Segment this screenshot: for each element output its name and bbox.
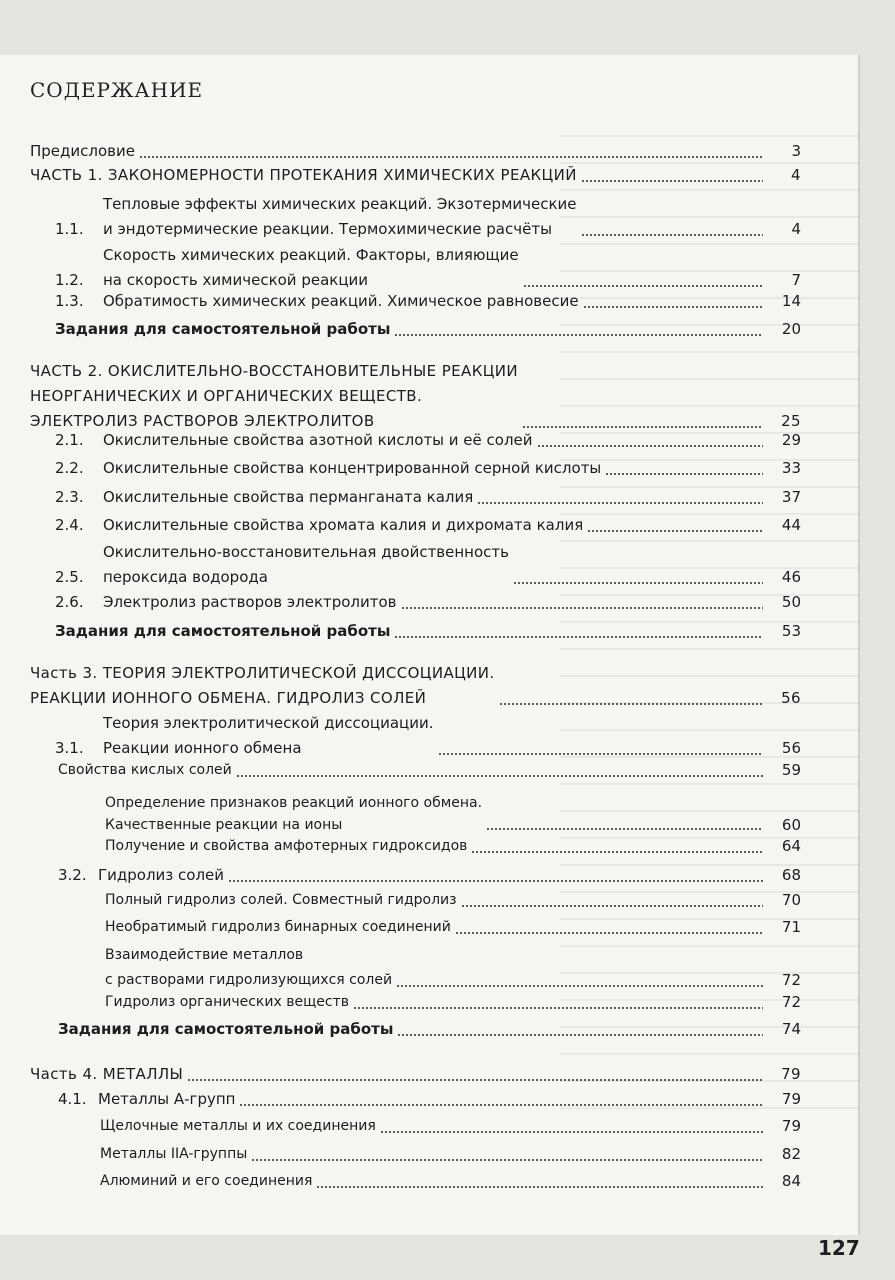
toc-entry-1-2[interactable]: 1.2. Скорость химических реакций. Факторы, влияющие на скорость химической реакции 7	[55, 243, 797, 293]
page-ref: 4	[791, 220, 801, 238]
toc-entry-preface[interactable]: Предисловие 3	[30, 139, 797, 164]
toc-entry-organic-hydrolysis[interactable]: Гидролиз органических веществ 72	[105, 990, 797, 1015]
toc-entry-exercises-2[interactable]: Задания для самостоятельной работы 53	[55, 619, 797, 644]
toc-entry-part-2[interactable]: ЧАСТЬ 2. ОКИСЛИТЕЛЬНО-ВОССТАНОВИТЕЛЬНЫЕ РЕАКЦИИ НЕОРГАНИЧЕСКИХ И ОРГАНИЧЕСКИХ ВЕЩЕСТВ. ЭЛЕКТРОЛИЗ РАСТВОРОВ ЭЛЕКТРОЛИТОВ 25	[30, 359, 797, 434]
toc-entry-ion-exchange-signs[interactable]: Определение признаков реакций ионного обмена. Качественные реакции на ионы 60	[105, 795, 801, 834]
page-ref: 44	[781, 516, 801, 534]
toc-entry-2-4[interactable]: 2.4. Окислительные свойства хромата калия и дихромата калия 44	[55, 513, 797, 538]
section-number: 3.2.	[58, 866, 87, 884]
page-ref: 14	[781, 292, 801, 310]
toc-entry-exercises-3[interactable]: Задания для самостоятельной работы 74	[58, 1017, 797, 1042]
page-ref: 71	[781, 918, 801, 936]
toc-entry-amphoteric[interactable]: Получение и свойства амфотерных гидроксидов 64	[105, 834, 797, 859]
toc-entry-irreversible-hydrolysis[interactable]: Необратимый гидролиз бинарных соединений 71	[105, 915, 797, 940]
toc-entry-3-2[interactable]: 3.2. Гидролиз солей 68	[58, 863, 797, 888]
page-ref: 59	[781, 761, 801, 779]
page-ref: 79	[781, 1065, 801, 1083]
toc-entry-group-iia-metals[interactable]: Металлы IIA-группы 82	[100, 1142, 797, 1167]
toc-entry-3-1[interactable]: 3.1. Теория электролитической диссоциации. Реакции ионного обмена 56	[55, 711, 797, 761]
toc-entry-exercises-1[interactable]: Задания для самостоятельной работы 20	[55, 317, 797, 342]
section-number: 2.6.	[55, 593, 84, 611]
section-number: 4.1.	[58, 1090, 87, 1108]
toc-entry-part-4[interactable]: Часть 4. МЕТАЛЛЫ 79	[30, 1062, 797, 1087]
page-ref: 68	[781, 866, 801, 884]
page-ref: 3	[791, 142, 801, 160]
toc-entry-part-3[interactable]: Часть 3. ТЕОРИЯ ЭЛЕКТРОЛИТИЧЕСКОЙ ДИССОЦИАЦИИ. РЕАКЦИИ ИОННОГО ОБМЕНА. ГИДРОЛИЗ СОЛЕЙ 56	[30, 661, 797, 711]
page-ref: 33	[781, 459, 801, 477]
toc-entry-acid-salts[interactable]: Свойства кислых солей 59	[58, 758, 797, 783]
toc-entry-2-3[interactable]: 2.3. Окислительные свойства перманганата калия 37	[55, 485, 797, 510]
section-number: 2.4.	[55, 516, 84, 534]
page-ref: 4	[791, 166, 801, 184]
page-number: 127	[818, 1236, 860, 1260]
section-number: 3.1.	[55, 739, 84, 757]
toc-entry-metals-hydrolysing-salts[interactable]: Взаимодействие металлов с растворами гидролизующихся солей 72	[105, 943, 797, 993]
page-ref: 70	[781, 891, 801, 909]
table-of-contents	[0, 55, 858, 1235]
section-number: 1.3.	[55, 292, 84, 310]
page-ref: 29	[781, 431, 801, 449]
document-page	[0, 55, 860, 1235]
toc-entry-part-1[interactable]: ЧАСТЬ 1. ЗАКОНОМЕРНОСТИ ПРОТЕКАНИЯ ХИМИЧЕСКИХ РЕАКЦИЙ 4	[30, 163, 797, 188]
toc-entry-aluminium[interactable]: Алюминий и его соединения 84	[100, 1169, 797, 1194]
page-ref: 79	[781, 1117, 801, 1135]
page-ref: 56	[781, 689, 801, 707]
section-number: 2.2.	[55, 459, 84, 477]
page-ref: 7	[791, 271, 801, 289]
page-ref: 53	[781, 622, 801, 640]
page-ref: 46	[781, 568, 801, 586]
page-ref: 84	[781, 1172, 801, 1190]
toc-entry-alkali-metals[interactable]: Щелочные металлы и их соединения 79	[100, 1114, 797, 1139]
section-number: 2.1.	[55, 431, 84, 449]
page-ref: 25	[781, 412, 801, 430]
page-title: СОДЕРЖАНИЕ	[30, 78, 204, 102]
toc-entry-1-1[interactable]: 1.1. Тепловые эффекты химических реакций. Экзотермические и эндотермические реакции. Термохимические расчёты 4	[55, 192, 797, 242]
page-ref: 64	[781, 837, 801, 855]
toc-entry-2-6[interactable]: 2.6. Электролиз растворов электролитов 50	[55, 590, 797, 615]
page-ref: 56	[781, 739, 801, 757]
section-number: 2.5.	[55, 568, 84, 586]
toc-entry-1-3[interactable]: 1.3. Обратимость химических реакций. Химическое равновесие 14	[55, 289, 797, 314]
page-ref: 20	[781, 320, 801, 338]
page-ref: 74	[781, 1020, 801, 1038]
toc-entry-4-1[interactable]: 4.1. Металлы А-групп 79	[58, 1087, 797, 1112]
toc-entry-2-1[interactable]: 2.1. Окислительные свойства азотной кислоты и её солей 29	[55, 428, 797, 453]
page-ref: 60	[781, 816, 801, 834]
toc-entry-2-2[interactable]: 2.2. Окислительные свойства концентрированной серной кислоты 33	[55, 456, 797, 481]
toc-entry-2-5[interactable]: 2.5. Окислительно-восстановительная двойственность пероксида водорода 46	[55, 540, 797, 590]
toc-entry-full-hydrolysis[interactable]: Полный гидролиз солей. Совместный гидролиз 70	[105, 888, 797, 913]
page-ref: 79	[781, 1090, 801, 1108]
page-ref: 72	[781, 993, 801, 1011]
section-number: 1.1.	[55, 220, 84, 238]
page-ref: 82	[781, 1145, 801, 1163]
page-ref: 37	[781, 488, 801, 506]
section-number: 2.3.	[55, 488, 84, 506]
page-ref: 50	[781, 593, 801, 611]
page-ref: 72	[781, 971, 801, 989]
section-number: 1.2.	[55, 271, 84, 289]
